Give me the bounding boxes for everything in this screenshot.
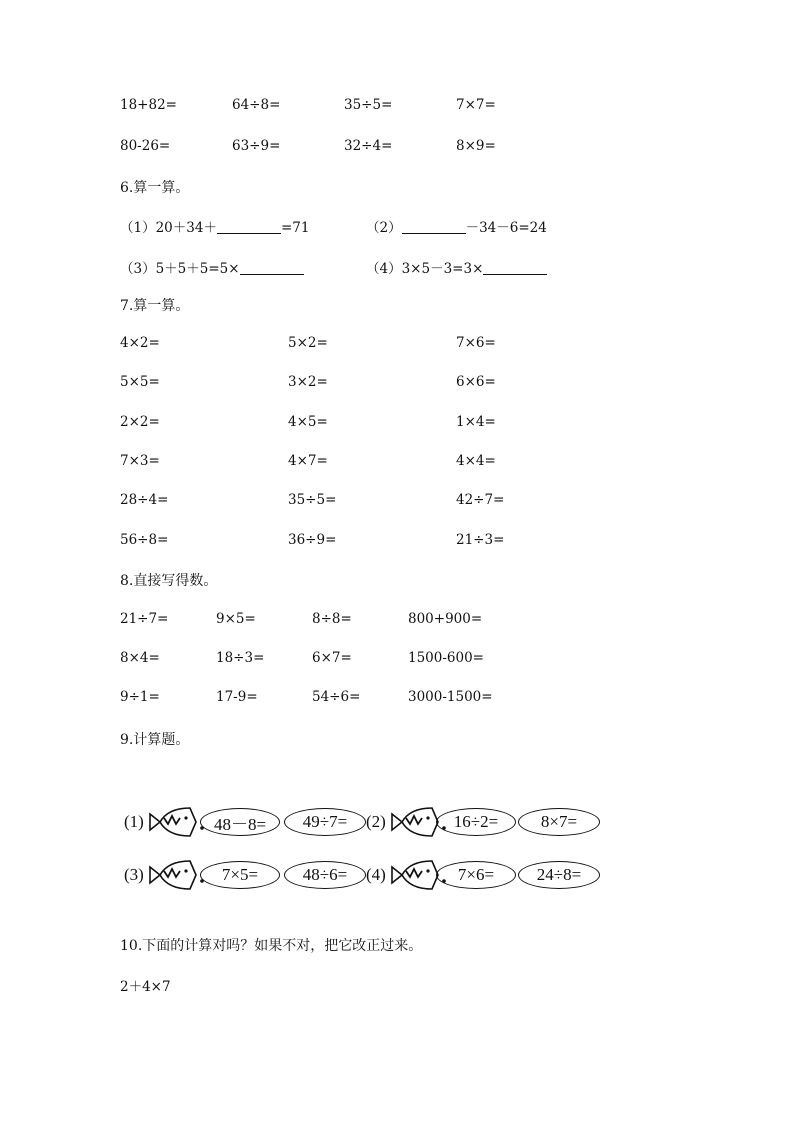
problem: 42÷7= [456,492,505,508]
problem-suffix: －34－6=24 [465,220,547,236]
fill-in-problem-4 [366,257,547,277]
oval-problem: 48÷6= [284,861,366,889]
section-7-title: 7.算一算。 [120,298,190,314]
problem: 7×6= [456,335,496,351]
problem: 8×4= [120,650,160,666]
problem: 64÷8= [232,97,281,113]
item-label: (3) [124,865,144,884]
oval-problem: 16÷2= [436,808,516,836]
problem: 28÷4= [120,492,169,508]
problem-prefix: （1）20＋34＋ [120,220,217,236]
fill-in-problem-2 [366,216,547,236]
problem: 80-26= [120,138,171,154]
fill-in-problem-3 [120,257,304,277]
section-6-title: 6.算一算。 [120,180,190,196]
problem: 8÷8= [312,611,352,627]
problem: 1×4= [456,414,496,430]
answer-blank[interactable] [483,260,547,275]
oval-problem: 7×5= [200,861,280,889]
problem: 800+900= [408,611,483,627]
problem: 9×5= [216,611,256,627]
problem-prefix: （4）3×5－3=3× [366,261,484,277]
problem-prefix: （3）5＋5＋5=5× [120,261,240,277]
fill-in-problem-1 [120,216,309,236]
problem: 21÷3= [456,532,505,548]
problem-suffix: =71 [280,220,310,236]
item-label: (4) [366,865,386,884]
problem: 21÷7= [120,611,169,627]
problem: 4×2= [120,335,160,351]
answer-blank[interactable] [240,260,304,275]
problem: 8×9= [456,138,496,154]
problem: 4×4= [456,453,496,469]
section-10-title: 10.下面的计算对吗？如果不对，把它改正过来。 [120,938,423,954]
problem: 3000-1500= [408,689,493,705]
problem: 7×3= [120,453,160,469]
problem: 63÷9= [232,138,281,154]
oval-problem: 24÷8= [518,861,600,889]
fish-chain-row-1 [118,802,618,842]
problem: 54÷6= [312,689,361,705]
problem: 6×6= [456,374,496,390]
problem: 36÷9= [288,532,337,548]
problem: 1500-600= [408,650,484,666]
problem: 4×7= [288,453,328,469]
problem: 18÷3= [216,650,265,666]
problem: 56÷8= [120,532,169,548]
problem: 32÷4= [344,138,393,154]
problem: 18+82= [120,97,177,113]
problem: 35÷5= [288,492,337,508]
problem: 3×2= [288,374,328,390]
problem: 6×7= [312,650,352,666]
section-8-title: 8.直接写得数。 [120,573,218,589]
answer-blank[interactable] [217,219,281,234]
problem-prefix: （2） [366,220,402,236]
oval-problem: 8×7= [518,808,600,836]
oval-problem: 49÷7= [284,808,366,836]
problem: 4×5= [288,414,328,430]
problem: 5×2= [288,335,328,351]
section-9-title: 9.计算题。 [120,732,190,748]
item-label: (2) [366,812,386,831]
fish-chain-row-2 [118,855,618,895]
problem: 9÷1= [120,689,160,705]
oval-problem: 7×6= [436,861,516,889]
item-label: (1) [124,812,144,831]
answer-blank[interactable] [402,219,466,234]
problem: 7×7= [456,97,496,113]
oval-problem: 48－8= [200,808,280,836]
fish-icon [146,802,206,842]
expression: 2＋4×7 [120,979,171,995]
problem: 2×2= [120,414,160,430]
problem: 5×5= [120,374,160,390]
problem: 17-9= [216,689,258,705]
problem: 35÷5= [344,97,393,113]
fish-icon [146,855,206,895]
